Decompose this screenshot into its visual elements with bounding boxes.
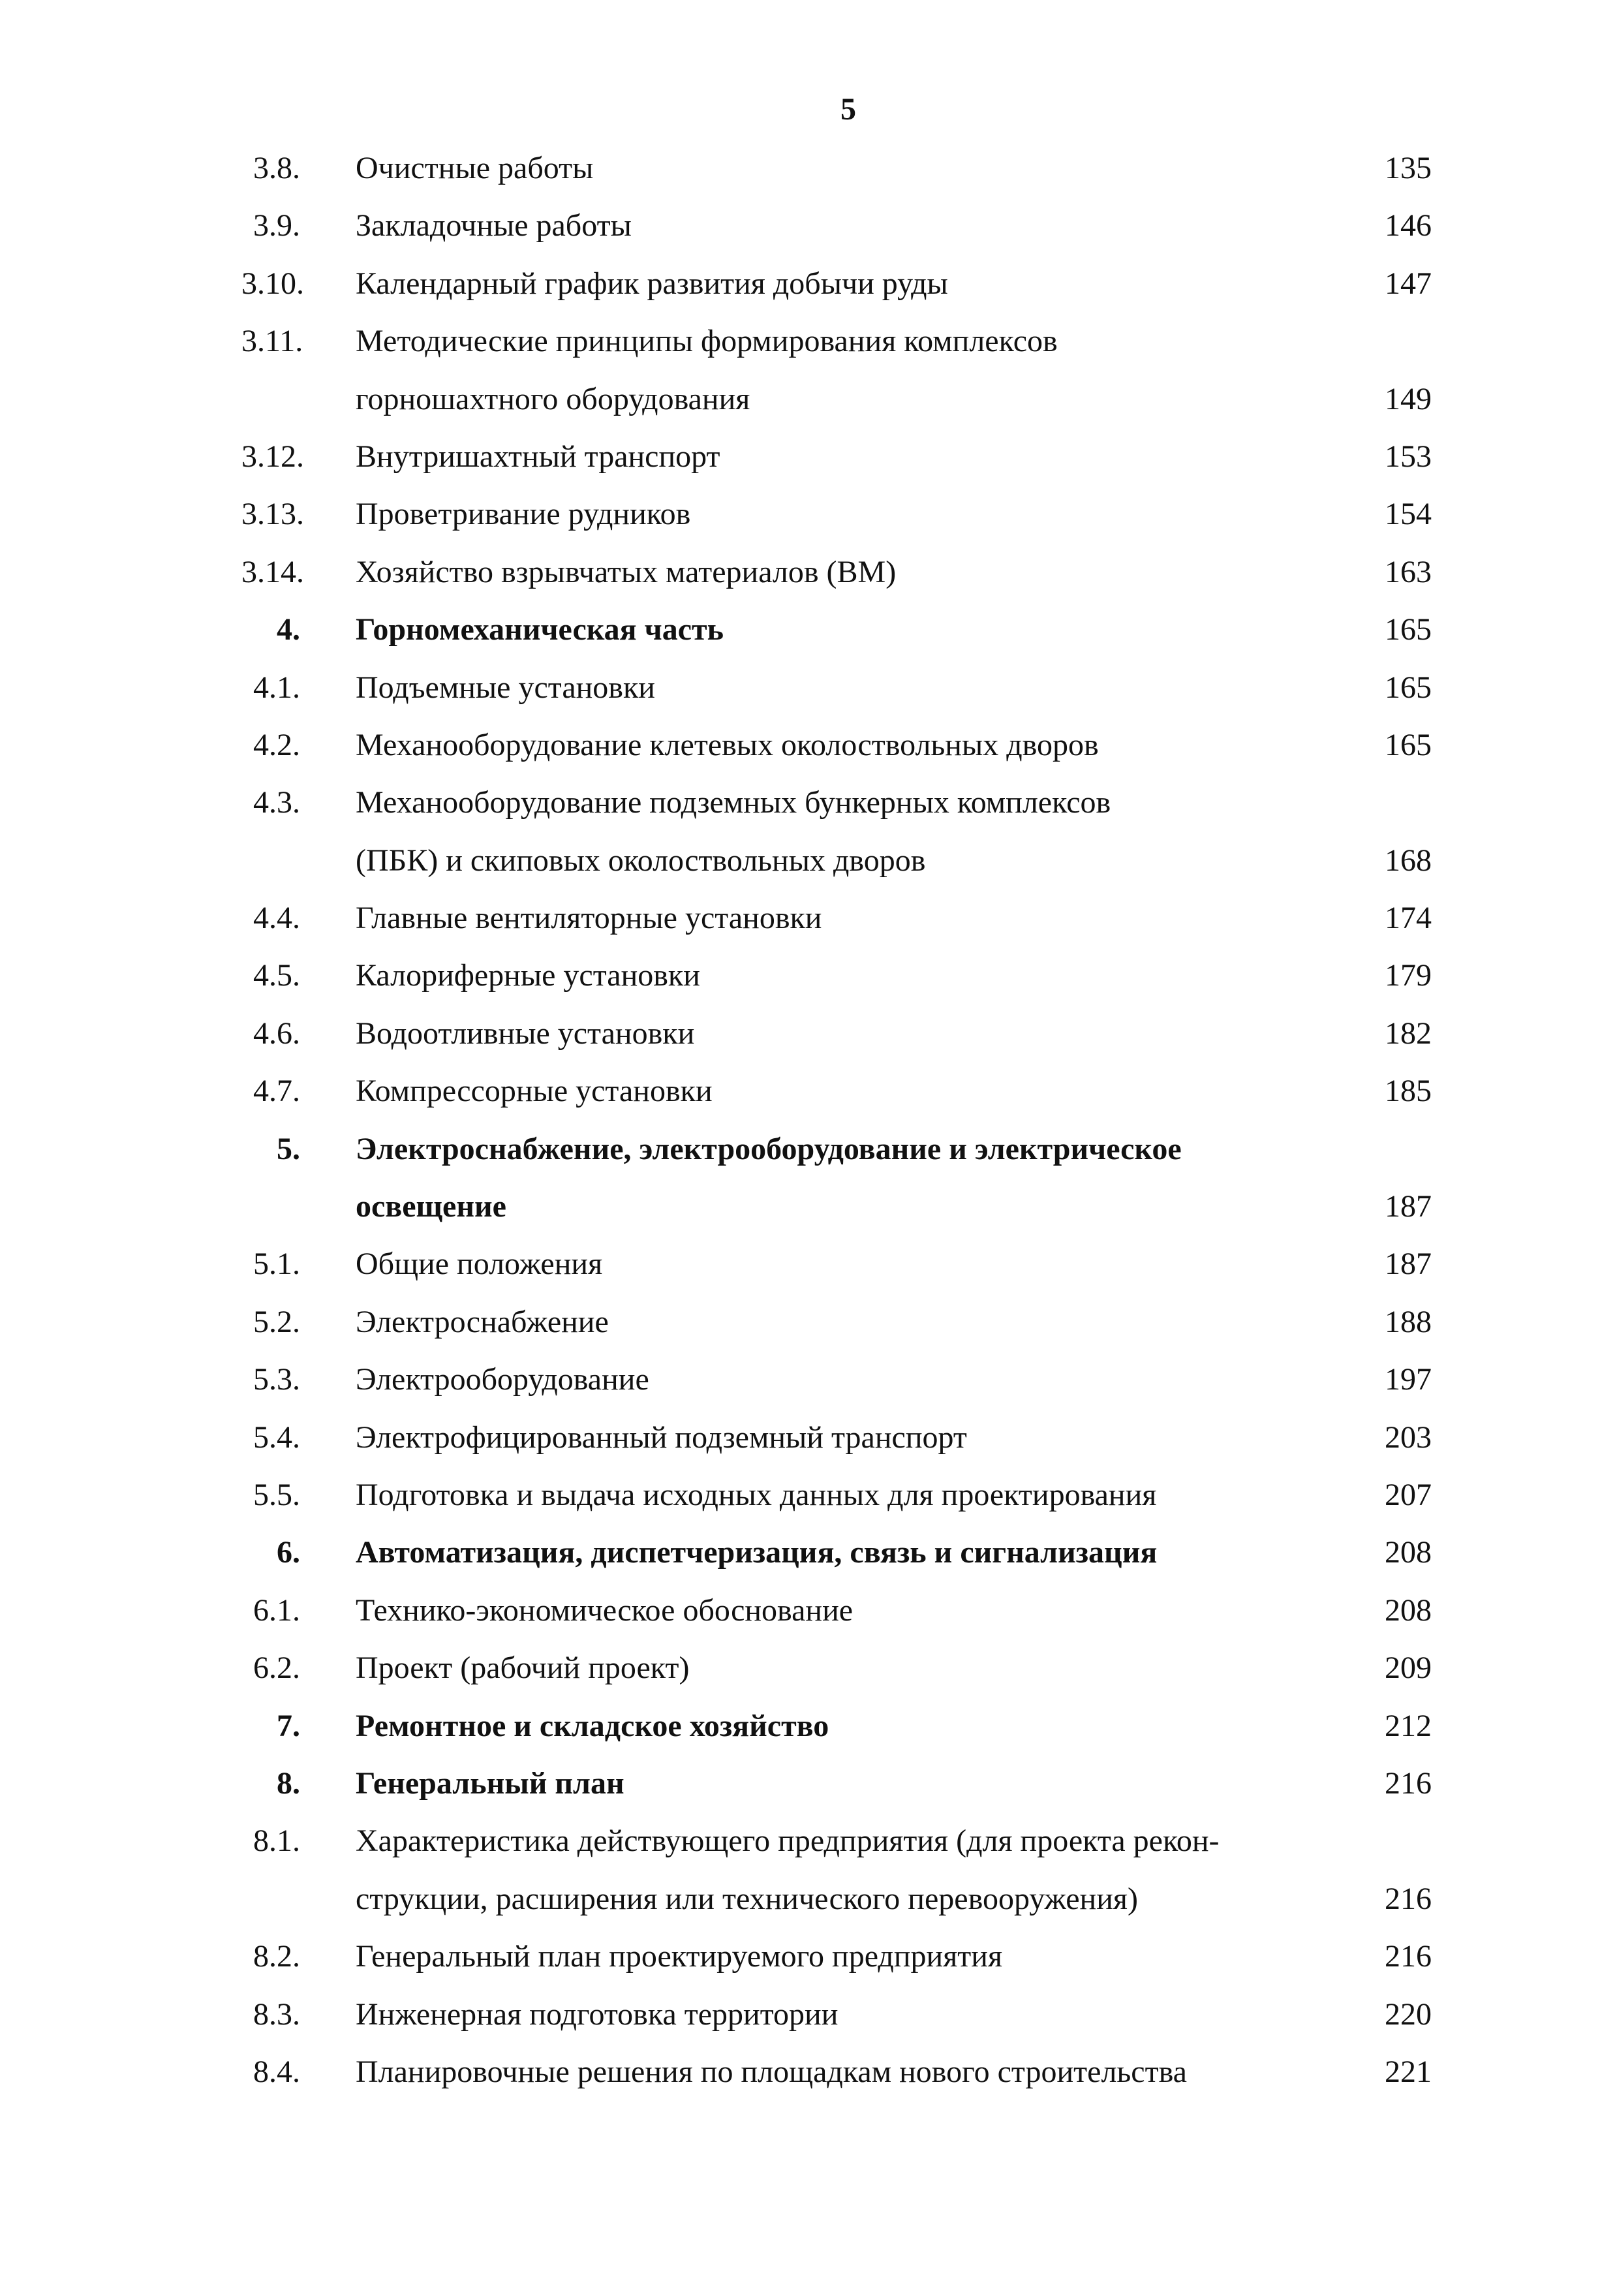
toc-row-page: 165 [1385,670,1432,705]
toc-row-page: 165 [1385,727,1432,762]
toc-row-page: 163 [1385,554,1432,589]
toc-row-number: 5.4. [253,1419,300,1455]
toc-row-title: Механооборудование клетевых околоствольных дворов [356,727,1099,762]
toc-row-page: 149 [1385,381,1432,416]
toc-row-number: 4.1. [253,670,300,705]
toc-row [0,783,1600,841]
toc-row-number: 4.6. [253,1016,300,1051]
toc-row-title: Ремонтное и складское хозяйство [356,1708,829,1743]
toc-row-title: Электроснабжение, электрооборудование и электрическое [356,1131,1182,1166]
toc-row-title: Генеральный план проектируемого предприятия [356,1939,1003,1974]
toc-row [0,380,1600,437]
toc-row [0,553,1600,610]
toc-row-number: 3.14. [241,554,304,589]
toc-row-number: 8. [277,1765,300,1801]
toc-row-number: 8.4. [253,2054,300,2089]
toc-row-number: 3.12. [241,439,304,474]
toc-row-title: Планировочные решения по площадкам нового строительства [356,2054,1187,2089]
toc-row-number: 6.2. [253,1651,300,1686]
toc-row-page: 216 [1385,1765,1432,1801]
toc-row-title: Очистные работы [356,151,594,185]
toc-row-page: 168 [1385,843,1432,878]
toc-row-number: 4.2. [253,727,300,762]
toc-row-title: Характеристика действующего предприятия (для проекта рекон- [356,1823,1220,1859]
toc-row [0,726,1600,783]
toc-row-number: 3.9. [253,208,300,243]
toc-row [0,206,1600,264]
toc-row-number: 4. [277,612,300,647]
toc-row-page: 187 [1385,1189,1432,1224]
toc-row [0,1014,1600,1072]
toc-row-title: Общие положения [356,1247,603,1282]
toc-row-title: горношахтного оборудования [356,381,750,416]
toc-row-title: Хозяйство взрывчатых материалов (ВМ) [356,554,897,589]
toc-row [0,322,1600,379]
toc-row [0,956,1600,1014]
toc-row-number: 3.10. [241,266,304,301]
toc-row-title: Главные вентиляторные установки [356,901,822,936]
toc-row-page: 174 [1385,901,1432,936]
toc-row-page: 207 [1385,1477,1432,1512]
toc-row-page: 185 [1385,1074,1432,1109]
toc-row-title: Подъемные установки [356,670,655,705]
toc-row [0,437,1600,495]
toc-row-number: 4.7. [253,1074,300,1109]
toc-row-page: 216 [1385,1881,1432,1916]
toc-row-page: 209 [1385,1651,1432,1686]
toc-row [0,495,1600,552]
toc-row-title: Календарный график развития добычи руды [356,266,948,301]
toc-row-page: 187 [1385,1247,1432,1282]
toc-row-page: 212 [1385,1708,1432,1743]
toc-row [0,1591,1600,1649]
toc-row-number: 5.2. [253,1304,300,1339]
toc-row [0,1476,1600,1533]
toc-row-number: 5.1. [253,1247,300,1282]
toc-row-page: 153 [1385,439,1432,474]
toc-row-number: 8.3. [253,1996,300,2032]
toc-row [0,149,1600,206]
toc-row [0,1072,1600,1129]
toc-row-number: 3.8. [253,151,300,185]
toc-row-number: 6.1. [253,1592,300,1628]
toc-row-number: 4.3. [253,785,300,820]
toc-row-number: 3.11. [241,324,303,359]
toc-row-page: 188 [1385,1304,1432,1339]
toc-row-number: 4.5. [253,958,300,993]
toc-row-title: струкции, расширения или технического перевооружения) [356,1881,1138,1916]
toc-row-title: освещение [356,1189,506,1224]
toc-row-number: 3.13. [241,497,304,532]
toc-row-title: Инженерная подготовка территории [356,1996,838,2032]
toc-row-page: 208 [1385,1535,1432,1570]
toc-row-number: 6. [277,1535,300,1570]
toc-row [0,264,1600,322]
toc-row-title: Подготовка и выдача исходных данных для проектирования [356,1477,1157,1512]
toc-row-title: Закладочные работы [356,208,632,243]
toc-row-title: Водоотливные установки [356,1016,695,1051]
toc-row [0,841,1600,899]
toc-row-title: Технико-экономическое обоснование [356,1592,854,1628]
toc-row [0,1130,1600,1187]
toc-row-page: 165 [1385,612,1432,647]
toc-row-page: 179 [1385,958,1432,993]
toc-row [0,1187,1600,1245]
toc-row [0,1764,1600,1822]
toc-row-page: 208 [1385,1592,1432,1628]
toc-row [0,899,1600,956]
toc-row-page: 147 [1385,266,1432,301]
toc-row-title: Проветривание рудников [356,497,691,532]
toc-row-title: Электроснабжение [356,1304,609,1339]
toc-row-page: 216 [1385,1939,1432,1974]
toc-row-number: 5. [277,1131,300,1166]
toc-row-page: 135 [1385,151,1432,185]
toc-row-page: 197 [1385,1362,1432,1397]
toc-row-title: Внутришахтный транспорт [356,439,720,474]
toc-row [0,668,1600,726]
toc-row-page: 182 [1385,1016,1432,1051]
toc-row [0,1649,1600,1706]
toc-row [0,1822,1600,1879]
toc-row-title: Электрооборудование [356,1362,649,1397]
toc-row-title: Горномеханическая часть [356,612,724,647]
toc-row [0,1995,1600,2053]
toc-row-title: (ПБК) и скиповых околоствольных дворов [356,843,926,878]
toc-row-title: Методические принципы формирования комплексов [356,324,1058,359]
toc-row [0,1937,1600,1994]
toc-row-title: Механооборудование подземных бункерных комплексов [356,785,1111,820]
toc-row [0,1533,1600,1590]
toc-row-title: Проект (рабочий проект) [356,1651,690,1686]
toc-row-number: 5.5. [253,1477,300,1512]
toc-row [0,610,1600,668]
toc-row-number: 4.4. [253,901,300,936]
toc-row [0,1418,1600,1476]
toc-row-number: 8.1. [253,1823,300,1859]
toc-row-page: 154 [1385,497,1432,532]
toc-row [0,1880,1600,1937]
toc-row-page: 203 [1385,1419,1432,1455]
toc-row [0,1707,1600,1764]
toc-row-page: 146 [1385,208,1432,243]
toc-row [0,1245,1600,1302]
toc-row-title: Автоматизация, диспетчеризация, связь и сигнализация [356,1535,1158,1570]
toc-row [0,1303,1600,1360]
toc-row-number: 7. [277,1708,300,1743]
toc-row-title: Генеральный план [356,1765,624,1801]
page-number: 5 [840,92,856,127]
toc-row [0,2053,1600,2110]
toc-row-number: 5.3. [253,1362,300,1397]
table-of-contents [0,149,1600,2110]
toc-row-title: Электрофицированный подземный транспорт [356,1419,967,1455]
toc-row-title: Калориферные установки [356,958,700,993]
toc-row [0,1360,1600,1418]
toc-row-title: Компрессорные установки [356,1074,713,1109]
toc-row-page: 221 [1385,2054,1432,2089]
toc-row-number: 8.2. [253,1939,300,1974]
toc-row-page: 220 [1385,1996,1432,2032]
